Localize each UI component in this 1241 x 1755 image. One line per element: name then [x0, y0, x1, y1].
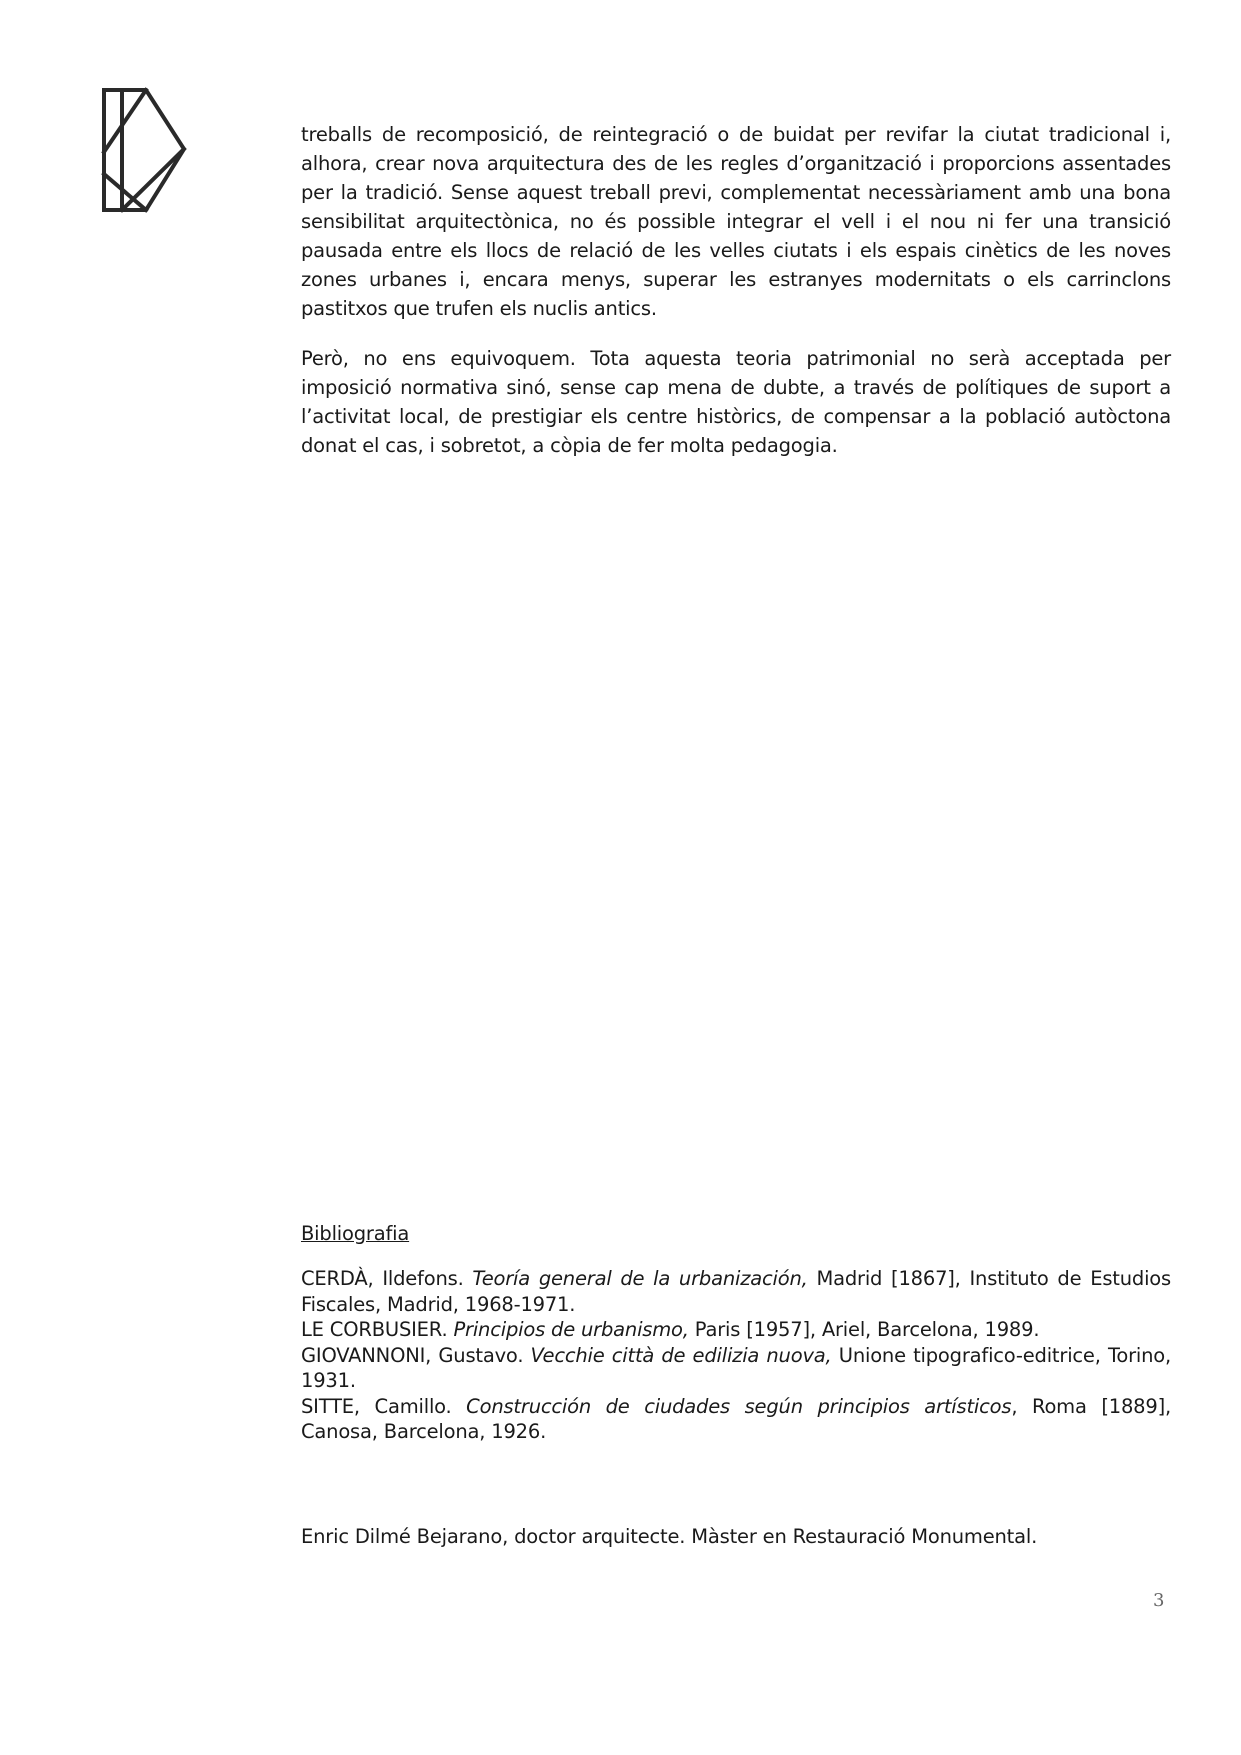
entry-author: LE CORBUSIER. [301, 1318, 454, 1341]
entry-title: Vecchie città de edilizia nuova, [530, 1343, 832, 1367]
document-logo [100, 86, 200, 216]
page-number: 3 [1153, 1590, 1165, 1611]
entry-author: SITTE, Camillo. [301, 1394, 467, 1418]
paragraph-text: Però, no ens equivoquem. Tota aquesta teoria patrimonial no serà acceptada per imposició normativa sinó, sense cap mena de dubte, a través de polítiques de suport a l’activitat local, de prestigiar els centre històrics, de compensar a la població autòctona donat el cas, i sobretot, a còpia de fer molta pedagogia. [301, 347, 1171, 457]
entry-publication: , Roma [1889], Canosa, Barcelona, 1926. [301, 1394, 1171, 1443]
bibliography-entry [301, 1317, 1171, 1343]
entry-author: GIOVANNONI, Gustavo. [301, 1343, 531, 1367]
entry-title: Principios de urbanismo, [453, 1318, 689, 1341]
body-paragraph-2 [301, 344, 1171, 460]
bibliography-entry [301, 1266, 1171, 1317]
bibliography-entry [301, 1343, 1171, 1394]
author-signature-line: Enric Dilmé Bejarano, doctor arquitecte. Màster en Restauració Monumental. [301, 1525, 1038, 1548]
entry-publication: Unione tipografico-editrice, Torino, 1931. [301, 1343, 1171, 1392]
bibliography-heading: Bibliografia [301, 1222, 410, 1245]
entry-publication: Paris [1957], Ariel, Barcelona, 1989. [688, 1318, 1040, 1341]
abstract-geometric-d-logo-icon [100, 86, 200, 216]
paragraph-text: treballs de recomposició, de reintegració o de buidat per revifar la ciutat tradicional i, alhora, crear nova arquitectura des de les regles d’organització i proporcions assentades per la tradició. Sense aquest treball previ, complementat necessàriament amb una bona sensibilitat arquitectònica, no és possible integrar el vell i el nou ni fer una transició pausada entre els llocs de relació de les velles ciutats i els espais cinètics de les noves zones urbanes i, encara menys, superar les estranyes modernitats o els carrinclons pastitxos que trufen els nuclis antics. [301, 123, 1171, 320]
body-paragraph-1 [301, 120, 1171, 323]
entry-title: Construcción de ciudades según principios artísticos [466, 1394, 1012, 1418]
entry-publication: Madrid [1867], Instituto de Estudios Fiscales, Madrid, 1968-1971. [301, 1267, 1171, 1316]
entry-title: Teoría general de la urbanización, [472, 1267, 808, 1290]
bibliography-entry [301, 1394, 1171, 1445]
entry-author: CERDÀ, Ildefons. [301, 1267, 473, 1290]
bibliography-list [301, 1266, 1171, 1445]
